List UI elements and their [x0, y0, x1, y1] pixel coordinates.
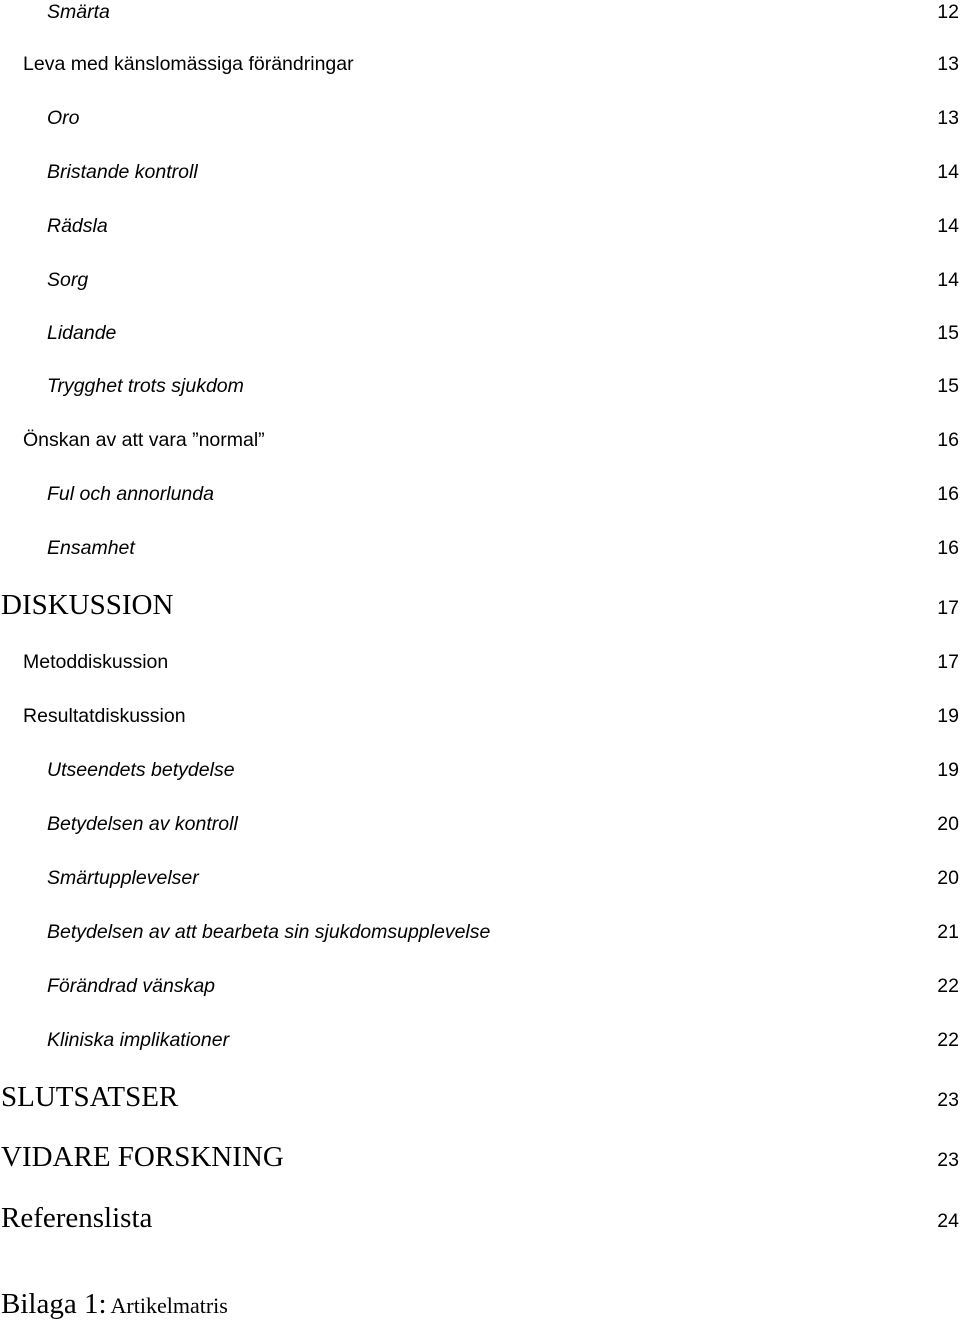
toc-entry-title: Sorg [47, 269, 89, 291]
toc-entry-title: Bristande kontroll [47, 161, 198, 183]
toc-entry-title: Rädsla [47, 215, 108, 237]
toc-entry[interactable] [0, 919, 960, 945]
toc-entry-page: 13 [937, 107, 959, 129]
toc-entry[interactable] [0, 757, 960, 783]
toc-entry[interactable] [0, 213, 960, 239]
toc-entry-title: Lidande [47, 322, 117, 344]
toc-entry-page: 14 [937, 215, 959, 237]
toc-entry-title: Ful och annorlunda [47, 483, 214, 505]
toc-entry-title: Referenslista [1, 1202, 153, 1234]
toc-entry-page: 20 [937, 867, 959, 889]
toc-entry-title: Betydelsen av kontroll [47, 813, 238, 835]
toc-entry-page: 14 [937, 269, 959, 291]
toc-heading-entry[interactable] [0, 1079, 960, 1115]
toc-entry[interactable] [0, 703, 960, 729]
toc-entry[interactable] [0, 1027, 960, 1053]
toc-entry-title: Metoddiskussion [23, 651, 169, 673]
toc-entry-page: 22 [937, 975, 959, 997]
toc-entry[interactable] [0, 865, 960, 891]
toc-entry-page: 16 [937, 537, 959, 559]
toc-entry-title: Önskan av att vara ”normal” [23, 429, 265, 451]
toc-heading-entry[interactable] [0, 1139, 960, 1175]
toc-heading-entry[interactable] [0, 1200, 960, 1236]
toc-entry-title: Betydelsen av att bearbeta sin sjukdomsupplevelse [47, 921, 491, 943]
toc-entry[interactable] [0, 320, 960, 346]
toc-entry-title: Resultatdiskussion [23, 705, 186, 727]
toc-entry-page: 19 [937, 759, 959, 781]
toc-entry[interactable] [0, 481, 960, 507]
toc-entry-title: Smärta [47, 1, 110, 23]
appendix-title: Artikelmatris [110, 1293, 228, 1318]
toc-entry-page: 16 [937, 429, 959, 451]
toc-entry[interactable] [0, 973, 960, 999]
toc-entry-title: DISKUSSION [1, 589, 174, 621]
appendix-label: Bilaga 1: [1, 1288, 107, 1320]
toc-entry-page: 12 [937, 1, 959, 23]
toc-entry-page: 17 [937, 651, 959, 673]
toc-entry[interactable] [0, 267, 960, 293]
toc-entry[interactable] [0, 811, 960, 837]
toc-entry[interactable] [0, 105, 960, 131]
toc-entry-title: SLUTSATSER [1, 1081, 179, 1113]
toc-entry[interactable] [0, 0, 960, 25]
toc-entry-page: 23 [937, 1149, 959, 1171]
toc-entry-title: Trygghet trots sjukdom [47, 375, 244, 397]
toc-entry[interactable] [0, 51, 960, 77]
toc-entry-title: Leva med känslomässiga förändringar [23, 53, 354, 75]
toc-entry-title: Smärtupplevelser [47, 867, 199, 889]
toc-entry-page: 17 [937, 597, 959, 619]
toc-entry-page: 15 [937, 322, 959, 344]
toc-entry-title: VIDARE FORSKNING [1, 1141, 284, 1173]
toc-entry-page: 22 [937, 1029, 959, 1051]
toc-entry[interactable] [0, 427, 960, 453]
toc-entry[interactable] [0, 649, 960, 675]
toc-entry-page: 23 [937, 1089, 959, 1111]
toc-entry-page: 13 [937, 53, 959, 75]
appendix-line [1, 1288, 228, 1321]
toc-entry-page: 14 [937, 161, 959, 183]
toc-entry-page: 19 [937, 705, 959, 727]
toc-entry[interactable] [0, 159, 960, 185]
toc-entry-page: 16 [937, 483, 959, 505]
toc-entry-page: 20 [937, 813, 959, 835]
toc-entry[interactable] [0, 373, 960, 399]
toc-entry-title: Oro [47, 107, 80, 129]
toc-entry-title: Kliniska implikationer [47, 1029, 230, 1051]
toc-entry[interactable] [0, 535, 960, 561]
toc-entry-title: Utseendets betydelse [47, 759, 235, 781]
toc-entry-title: Förändrad vänskap [47, 975, 216, 997]
toc-entry-title: Ensamhet [47, 537, 135, 559]
toc-entry-page: 24 [937, 1210, 959, 1232]
toc-entry-page: 15 [937, 375, 959, 397]
toc-heading-entry[interactable] [0, 587, 960, 623]
toc-entry-page: 21 [937, 921, 959, 943]
